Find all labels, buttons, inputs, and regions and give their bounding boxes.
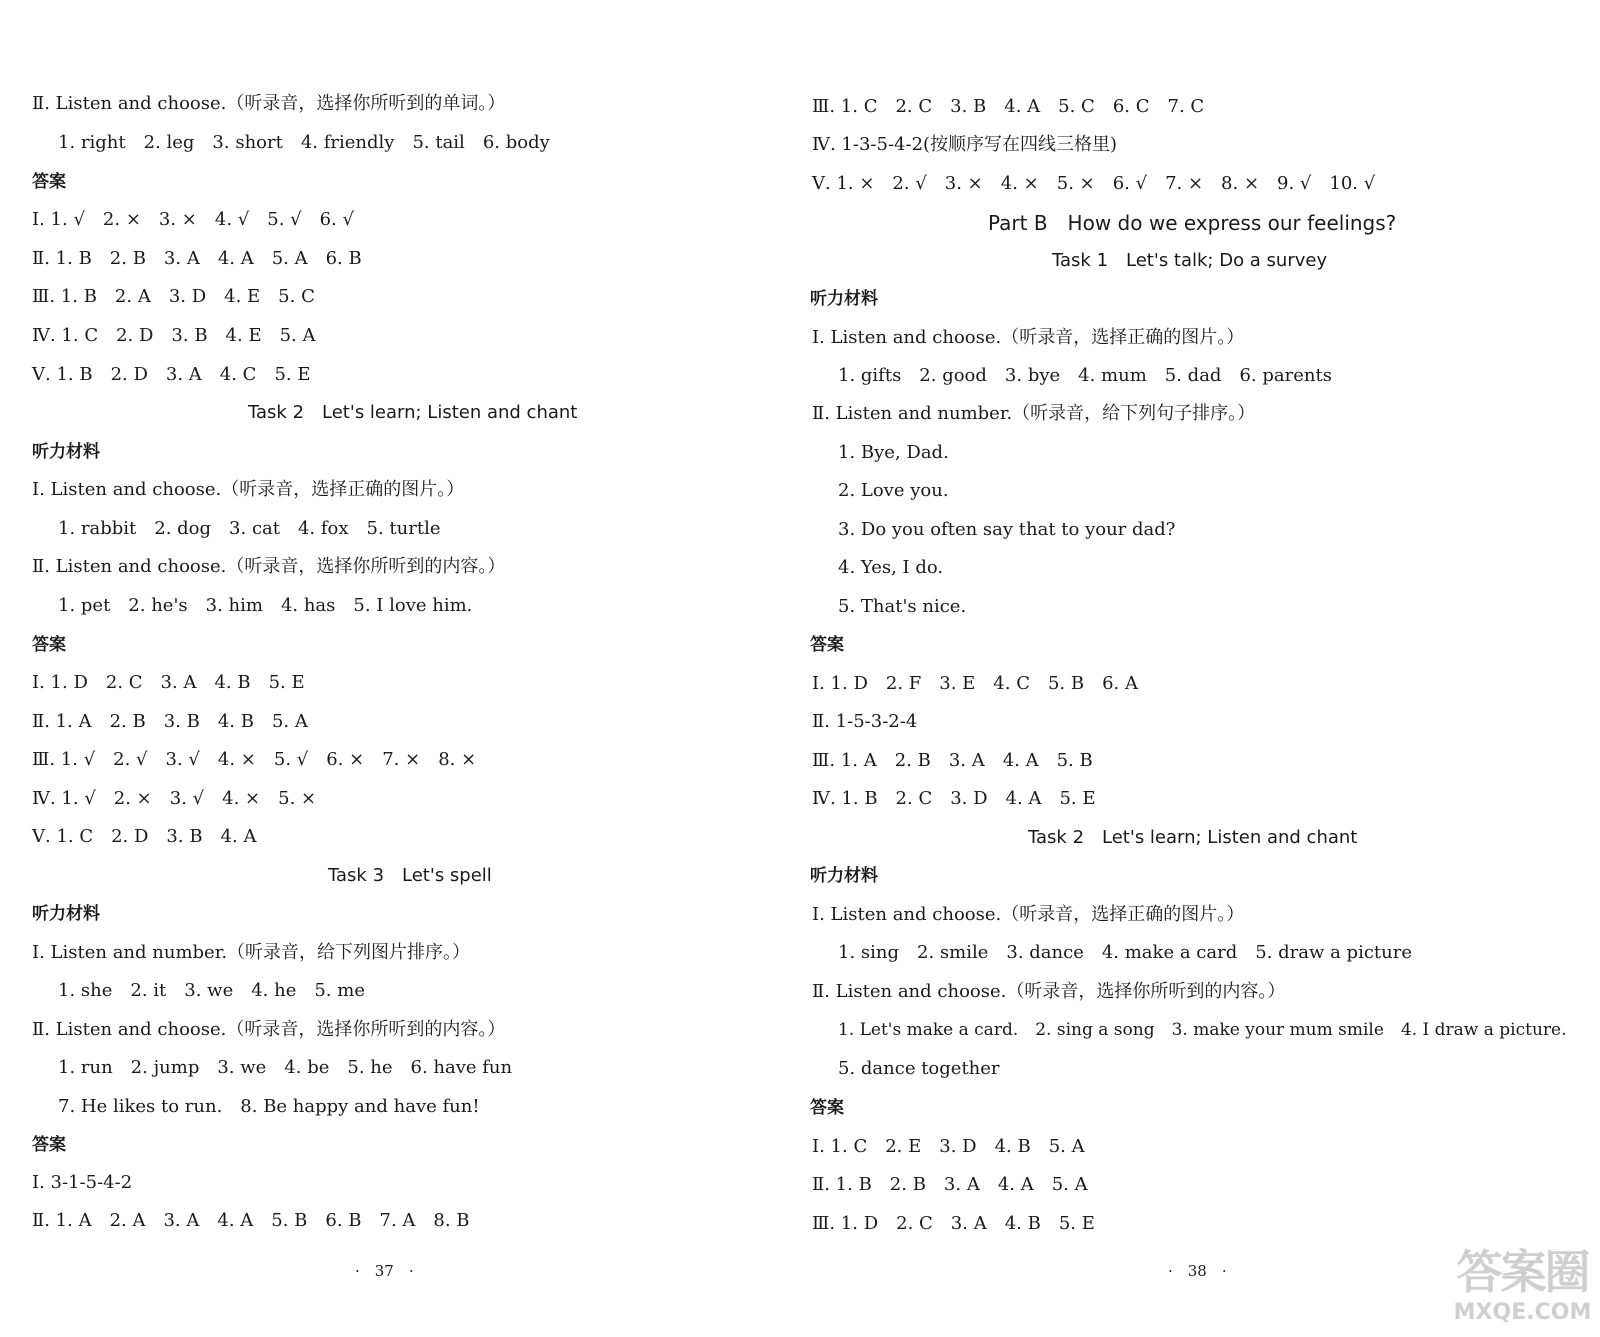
watermark-site: MXQE.COM	[1453, 1300, 1592, 1325]
answer-row: Ⅱ. 1-5-3-2-4	[812, 711, 918, 732]
answer-row: Ⅴ. 1. B 2. D 3. A 4. C 5. E	[32, 364, 311, 385]
answer-row: Ⅱ. 1. B 2. B 3. A 4. A 5. A	[812, 1174, 1088, 1195]
word-list: 1. sing 2. smile 3. dance 4. make a card 5. draw a picture	[838, 942, 1412, 963]
listening-material-label: 听力材料	[810, 866, 878, 886]
word-list: 1. gifts 2. good 3. bye 4. mum 5. dad 6. parents	[838, 365, 1332, 386]
answer-label: 答案	[810, 1098, 844, 1118]
word-list: 5. dance together	[838, 1058, 1000, 1079]
word-list: 1. rabbit 2. dog 3. cat 4. fox 5. turtle	[58, 518, 441, 539]
watermark	[1450, 1240, 1595, 1332]
page-number: · 38 ·	[1168, 1262, 1227, 1280]
answer-row: Ⅲ. 1. B 2. A 3. D 4. E 5. C	[32, 286, 315, 307]
sentence-item: 4. Yes, I do.	[838, 557, 944, 578]
word-list: 1. Let's make a card. 2. sing a song 3. make your mum smile 4. I draw a picture.	[838, 1020, 1567, 1040]
task-heading: Task 3 Let's spell	[328, 865, 492, 886]
section-heading: Ⅱ. Listen and choose.（听录音，选择你所听到的内容。）	[32, 556, 506, 577]
answer-row: Ⅴ. 1. × 2. √ 3. × 4. × 5. × 6. √ 7. × 8. × 9. √ 10. √	[812, 173, 1376, 194]
sentence-item: 3. Do you often say that to your dad?	[838, 519, 1176, 540]
left-page	[0, 0, 780, 1337]
answer-row: Ⅰ. 1. C 2. E 3. D 4. B 5. A	[812, 1136, 1085, 1157]
answer-row: Ⅳ. 1. √ 2. × 3. √ 4. × 5. ×	[32, 788, 317, 809]
section-heading: Ⅰ. Listen and choose.（听录音，选择正确的图片。）	[32, 479, 465, 500]
task-heading: Task 2 Let's learn; Listen and chant	[1028, 827, 1358, 848]
section-heading: Ⅰ. Listen and choose.（听录音，选择正确的图片。）	[812, 327, 1245, 348]
section-heading: Ⅰ. Listen and choose.（听录音，选择正确的图片。）	[812, 904, 1245, 925]
answer-label: 答案	[32, 635, 66, 655]
answer-row: Ⅱ. 1. A 2. A 3. A 4. A 5. B 6. B 7. A 8. B	[32, 1210, 470, 1231]
answer-row: Ⅳ. 1. B 2. C 3. D 4. A 5. E	[812, 788, 1096, 809]
answer-row: Ⅳ. 1. C 2. D 3. B 4. E 5. A	[32, 325, 316, 346]
word-list: 7. He likes to run. 8. Be happy and have fun!	[58, 1096, 480, 1117]
section-heading: Ⅱ. Listen and number.（听录音，给下列句子排序。）	[812, 403, 1256, 424]
answer-row: Ⅰ. 1. D 2. C 3. A 4. B 5. E	[32, 672, 305, 693]
right-page	[800, 0, 1580, 1337]
listening-material-label: 听力材料	[810, 289, 878, 309]
answer-row: Ⅳ. 1-3-5-4-2(按顺序写在四线三格里)	[812, 134, 1118, 155]
task-heading: Task 1 Let's talk; Do a survey	[1052, 250, 1328, 271]
answer-row: Ⅲ. 1. √ 2. √ 3. √ 4. × 5. √ 6. × 7. × 8. ×	[32, 749, 477, 770]
word-list: 1. pet 2. he's 3. him 4. has 5. I love him.	[58, 595, 473, 616]
answer-row: Ⅱ. 1. A 2. B 3. B 4. B 5. A	[32, 711, 308, 732]
word-list: 1. run 2. jump 3. we 4. be 5. he 6. have fun	[58, 1057, 513, 1078]
section-heading: Ⅱ. Listen and choose.（听录音，选择你所听到的单词。）	[32, 93, 506, 114]
answer-row: Ⅱ. 1. B 2. B 3. A 4. A 5. A 6. B	[32, 248, 362, 269]
answer-label: 答案	[810, 635, 844, 655]
sentence-item: 5. That's nice.	[838, 596, 967, 617]
word-list: 1. right 2. leg 3. short 4. friendly 5. tail 6. body	[58, 132, 550, 153]
section-heading: Ⅱ. Listen and choose.（听录音，选择你所听到的内容。）	[32, 1019, 506, 1040]
sentence-item: 2. Love you.	[838, 480, 949, 501]
task-heading: Task 2 Let's learn; Listen and chant	[248, 402, 578, 423]
section-heading: Ⅰ. Listen and number.（听录音，给下列图片排序。）	[32, 942, 471, 963]
section-heading: Ⅱ. Listen and choose.（听录音，选择你所听到的内容。）	[812, 981, 1286, 1002]
answer-row: Ⅰ. 1. D 2. F 3. E 4. C 5. B 6. A	[812, 673, 1138, 694]
answer-row: Ⅴ. 1. C 2. D 3. B 4. A	[32, 826, 257, 847]
listening-material-label: 听力材料	[32, 904, 100, 924]
answer-label: 答案	[32, 172, 66, 192]
page-number: · 37 ·	[355, 1262, 414, 1280]
answer-label: 答案	[32, 1135, 66, 1155]
answer-row: Ⅲ. 1. A 2. B 3. A 4. A 5. B	[812, 750, 1093, 771]
answer-row: Ⅰ. 1. √ 2. × 3. × 4. √ 5. √ 6. √	[32, 209, 354, 230]
word-list: 1. she 2. it 3. we 4. he 5. me	[58, 980, 365, 1001]
answer-row: Ⅰ. 3-1-5-4-2	[32, 1172, 133, 1193]
part-heading: Part B How do we express our feelings?	[988, 211, 1397, 235]
answer-row: Ⅲ. 1. C 2. C 3. B 4. A 5. C 6. C 7. C	[812, 96, 1205, 117]
watermark-logo: 答案圈	[1456, 1245, 1589, 1299]
listening-material-label: 听力材料	[32, 442, 100, 462]
sentence-item: 1. Bye, Dad.	[838, 442, 949, 463]
answer-row: Ⅲ. 1. D 2. C 3. A 4. B 5. E	[812, 1213, 1095, 1234]
